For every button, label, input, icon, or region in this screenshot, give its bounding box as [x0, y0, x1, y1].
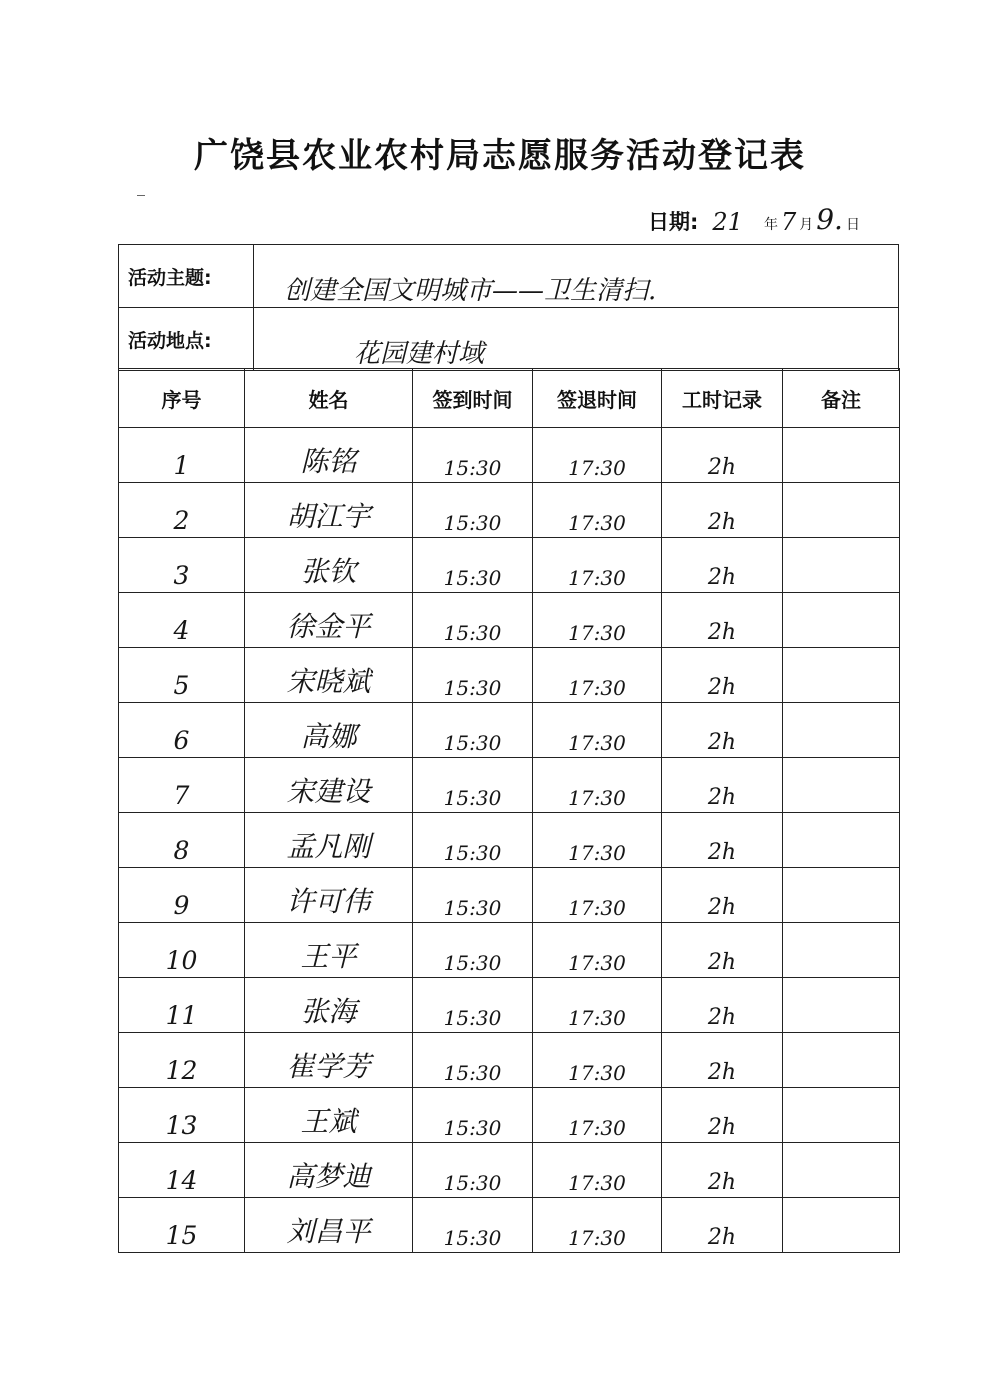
row-sign-out: 17:30	[533, 868, 662, 923]
table-row	[119, 1198, 900, 1253]
row-name: 陈铭	[245, 428, 413, 483]
theme-value: 创建全国文明城市——卫生清扫.	[254, 245, 899, 308]
row-name: 张钦	[245, 538, 413, 593]
row-sign-out: 17:30	[533, 923, 662, 978]
row-hours: 2h	[662, 483, 783, 538]
col-header-hours: 工时记录	[662, 369, 783, 428]
row-hours: 2h	[662, 758, 783, 813]
col-header-seq: 序号	[119, 369, 245, 428]
row-seq: 11	[119, 978, 245, 1033]
activity-info-table	[118, 244, 899, 371]
row-sign-in: 15:30	[413, 923, 533, 978]
row-sign-in: 15:30	[413, 483, 533, 538]
row-hours: 2h	[662, 868, 783, 923]
row-note	[783, 1088, 900, 1143]
row-sign-out: 17:30	[533, 1143, 662, 1198]
row-sign-in: 15:30	[413, 1088, 533, 1143]
row-name: 刘昌平	[245, 1198, 413, 1253]
row-sign-out: 17:30	[533, 813, 662, 868]
row-seq: 12	[119, 1033, 245, 1088]
row-seq: 2	[119, 483, 245, 538]
row-sign-out: 17:30	[533, 703, 662, 758]
col-header-sign-in: 签到时间	[413, 369, 533, 428]
table-row	[119, 923, 900, 978]
row-note	[783, 1033, 900, 1088]
row-hours: 2h	[662, 538, 783, 593]
row-hours: 2h	[662, 593, 783, 648]
table-row	[119, 758, 900, 813]
row-name: 胡江宇	[245, 483, 413, 538]
row-hours: 2h	[662, 1033, 783, 1088]
table-row	[119, 868, 900, 923]
col-header-note: 备注	[783, 369, 900, 428]
row-seq: 10	[119, 923, 245, 978]
row-hours: 2h	[662, 813, 783, 868]
table-row	[119, 813, 900, 868]
row-sign-in: 15:30	[413, 978, 533, 1033]
date-month: 7	[780, 208, 797, 236]
row-seq: 9	[119, 868, 245, 923]
row-seq: 3	[119, 538, 245, 593]
row-seq: 4	[119, 593, 245, 648]
row-sign-out: 17:30	[533, 1198, 662, 1253]
row-seq: 14	[119, 1143, 245, 1198]
place-value: 花园建村域	[254, 308, 899, 371]
row-name: 许可伟	[245, 868, 413, 923]
row-hours: 2h	[662, 428, 783, 483]
row-hours: 2h	[662, 703, 783, 758]
row-sign-out: 17:30	[533, 538, 662, 593]
row-note	[783, 758, 900, 813]
row-sign-in: 15:30	[413, 813, 533, 868]
row-note	[783, 538, 900, 593]
table-row	[119, 593, 900, 648]
row-seq: 13	[119, 1088, 245, 1143]
col-header-sign-out: 签退时间	[533, 369, 662, 428]
row-note	[783, 593, 900, 648]
row-name: 宋晓斌	[245, 648, 413, 703]
row-seq: 1	[119, 428, 245, 483]
table-row	[119, 648, 900, 703]
date-row	[648, 200, 863, 236]
date-year-unit: 年	[763, 217, 778, 233]
row-note	[783, 703, 900, 758]
theme-row	[119, 245, 899, 308]
row-note	[783, 1198, 900, 1253]
stray-mark	[137, 195, 145, 196]
row-sign-out: 17:30	[533, 1033, 662, 1088]
row-hours: 2h	[662, 648, 783, 703]
row-note	[783, 648, 900, 703]
place-row	[119, 308, 899, 371]
row-sign-out: 17:30	[533, 758, 662, 813]
table-row	[119, 978, 900, 1033]
theme-label: 活动主题:	[119, 245, 254, 308]
row-seq: 8	[119, 813, 245, 868]
row-name: 王斌	[245, 1088, 413, 1143]
row-sign-out: 17:30	[533, 648, 662, 703]
row-name: 徐金平	[245, 593, 413, 648]
row-sign-in: 15:30	[413, 538, 533, 593]
table-row	[119, 538, 900, 593]
row-sign-out: 17:30	[533, 593, 662, 648]
row-seq: 15	[119, 1198, 245, 1253]
date-year: 21	[712, 208, 743, 236]
row-note	[783, 483, 900, 538]
table-row	[119, 483, 900, 538]
row-note	[783, 428, 900, 483]
row-note	[783, 1143, 900, 1198]
row-sign-out: 17:30	[533, 428, 662, 483]
row-sign-in: 15:30	[413, 758, 533, 813]
row-note	[783, 923, 900, 978]
row-name: 王平	[245, 923, 413, 978]
row-sign-in: 15:30	[413, 1198, 533, 1253]
row-sign-in: 15:30	[413, 428, 533, 483]
place-label: 活动地点:	[119, 308, 254, 371]
header-row	[119, 369, 900, 428]
row-name: 宋建设	[245, 758, 413, 813]
table-row	[119, 703, 900, 758]
page-title: 广饶县农业农村局志愿服务活动登记表	[194, 136, 806, 176]
table-row	[119, 1088, 900, 1143]
row-note	[783, 813, 900, 868]
row-note	[783, 868, 900, 923]
volunteer-register-table	[118, 368, 900, 1253]
row-sign-in: 15:30	[413, 868, 533, 923]
row-sign-out: 17:30	[533, 483, 662, 538]
row-hours: 2h	[662, 1143, 783, 1198]
row-seq: 7	[119, 758, 245, 813]
table-row	[119, 1143, 900, 1198]
date-month-unit: 月	[799, 217, 814, 233]
row-hours: 2h	[662, 1198, 783, 1253]
row-sign-in: 15:30	[413, 648, 533, 703]
row-name: 高梦迪	[245, 1143, 413, 1198]
row-name: 张海	[245, 978, 413, 1033]
col-header-name: 姓名	[245, 369, 413, 428]
date-day-unit: 日	[845, 217, 860, 233]
row-name: 高娜	[245, 703, 413, 758]
row-name: 崔学芳	[245, 1033, 413, 1088]
row-sign-in: 15:30	[413, 703, 533, 758]
row-seq: 6	[119, 703, 245, 758]
row-sign-in: 15:30	[413, 593, 533, 648]
row-hours: 2h	[662, 978, 783, 1033]
row-sign-in: 15:30	[413, 1033, 533, 1088]
row-seq: 5	[119, 648, 245, 703]
table-row	[119, 428, 900, 483]
row-hours: 2h	[662, 923, 783, 978]
date-day: 9.	[816, 203, 843, 236]
row-note	[783, 978, 900, 1033]
row-sign-out: 17:30	[533, 1088, 662, 1143]
date-label: 日期:	[648, 210, 699, 234]
row-sign-out: 17:30	[533, 978, 662, 1033]
table-row	[119, 1033, 900, 1088]
row-name: 孟凡刚	[245, 813, 413, 868]
row-hours: 2h	[662, 1088, 783, 1143]
row-sign-in: 15:30	[413, 1143, 533, 1198]
